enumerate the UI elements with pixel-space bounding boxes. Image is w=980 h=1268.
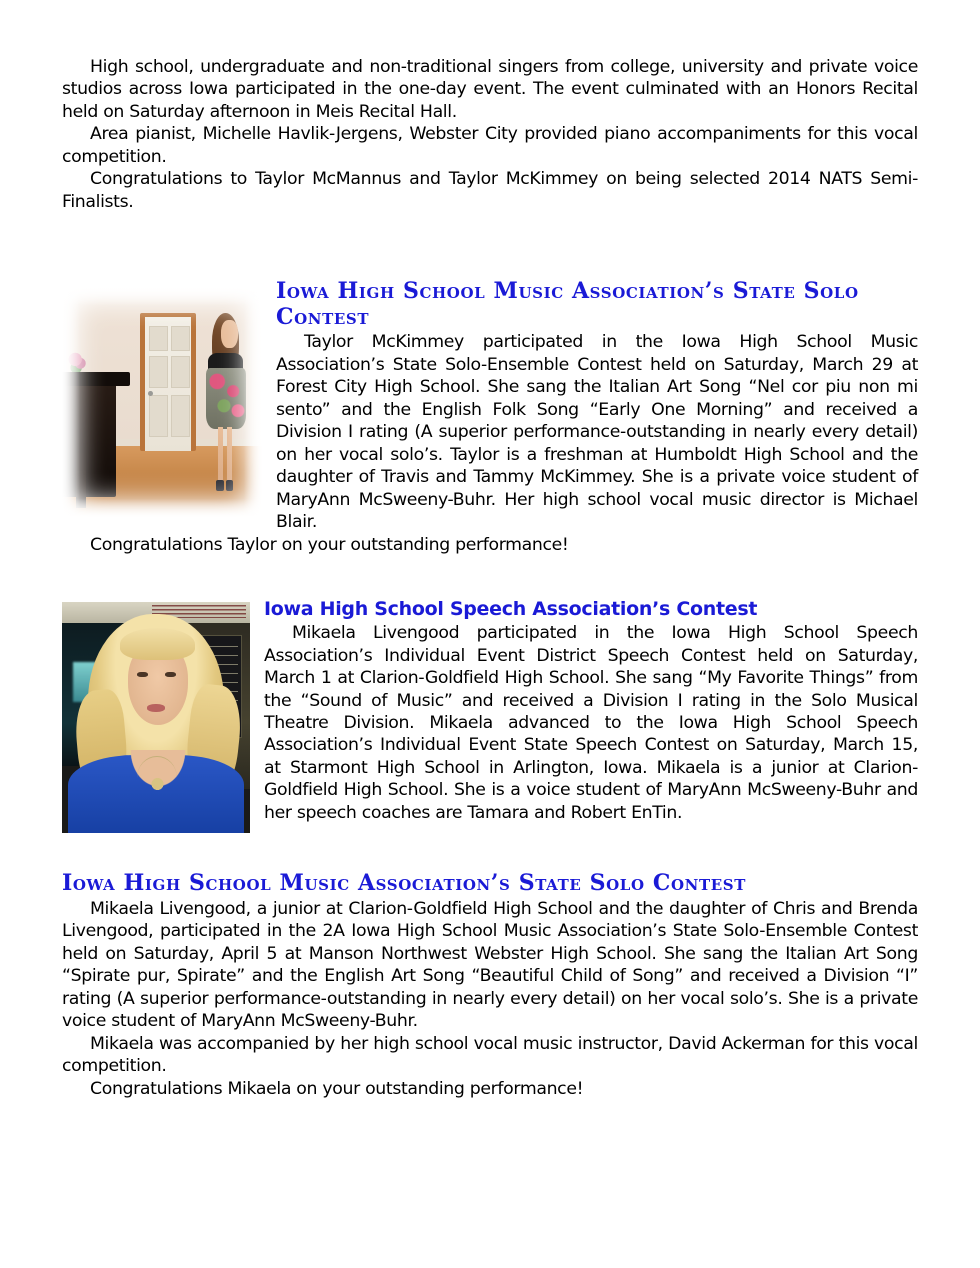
subject-eye (137, 672, 147, 677)
door-panel (149, 356, 168, 388)
intro-paragraph-2: Area pianist, Michelle Havlik-Jergens, Webster City provided piano accompaniments for this vocal competition. (62, 124, 918, 167)
grand-piano (62, 372, 116, 496)
door-panel (149, 395, 168, 436)
mikaela-music-paragraph-2: Mikaela was accompanied by her high school vocal music instructor, David Ackerman for this vocal competition. (62, 1033, 918, 1077)
door-panel (171, 326, 190, 351)
section-taylor-mckimmey (62, 279, 918, 556)
intro-paragraph-3: Congratulations to Taylor McMannus and Taylor McKimmey on being selected 2014 NATS Semi-Finalists. (62, 169, 918, 212)
photo-mikaela-scene (62, 602, 250, 833)
section-mikaela-music (62, 871, 918, 1100)
singer-figure (202, 313, 250, 497)
intro-paragraph-1: High school, undergraduate and non-traditional singers from college, university and private voice studios across Iowa participated in the one-day event. The event culminated with an Honors Recital held on Saturday afternoon in Meis Recital Hall. (62, 57, 918, 122)
subject-mouth (147, 704, 166, 712)
photo-mikaela-livengood (62, 602, 250, 833)
door-panel (171, 395, 190, 436)
section-heading-mikaela-music: Iowa High School Music Association’s State Solo Contest (62, 870, 746, 897)
piano-lid (62, 372, 130, 386)
taylor-paragraph-2: Congratulations Taylor on your outstanding performance! (90, 534, 569, 555)
taylor-paragraph-1: Taylor McKimmey participated in the Iowa High School Music Association’s State Solo-Ensemble Contest held on Saturday, March 29 at Forest City High School. She sang the Italian Art Song “Nel cor piu non mi sento” and the English Folk Song “Early One Morning” and received a Division I rating (A superior performance-outstanding in nearly every detail) on her vocal solo’s. Taylor is a freshman at Humboldt High School and the daughter of Travis and Tammy McKimmey. She is a private voice student of MaryAnn McSweeny-Buhr. Her high school vocal music director is Michael Blair. (276, 332, 918, 533)
section-heading-taylor-mckimmey: Iowa High School Music Association’s State Solo Contest (276, 278, 859, 330)
mikaela-speech-paragraph-1: Mikaela Livengood participated in the Iowa High School Speech Association’s Individual Event District Speech Contest held on Saturday, March 1 at Clarion-Goldfield High School. She sang “My Favorite Things” from the “Sound of Music” and received a Division I rating in the Solo Musical Theatre Division. Mikaela advanced to the Iowa High School Speech Association’s Individual Event State Speech Contest on Saturday, March 15, at Starmont High School in Arlington, Iowa. Mikaela is a junior at Clarion-Goldfield High School. She is a voice student of MaryAnn McSweeny-Buhr and her speech coaches are Tamara and Robert EnTin. (264, 623, 918, 823)
document-content (62, 56, 918, 1100)
subject-eye (165, 672, 175, 677)
mikaela-music-paragraph-1: Mikaela Livengood, a junior at Clarion-Goldfield High School and the daughter of Chris and Brenda Livengood, participated in the 2A Iowa High School Music Association’s State Solo-Ensemble Contest held on Saturday, April 5 at Manson Northwest Webster High School. She sang the Italian Art Song “Spirate pur, Spirate” and the English Art Song “Beautiful Child of Song” and received a Division “I” rating (A superior performance-outstanding in nearly every detail) on her vocal solo’s. She is a private voice student of MaryAnn McSweeny-Buhr. (62, 898, 918, 1032)
piano-leg (76, 453, 86, 508)
flower-arrangement (68, 349, 86, 374)
photo-taylor-scene (62, 287, 262, 517)
door-panel (171, 356, 190, 388)
singer-leg (218, 427, 223, 482)
section-heading-mikaela-speech: Iowa High School Speech Association’s Contest (264, 598, 758, 621)
mikaela-music-paragraph-3: Congratulations Mikaela on your outstanding performance! (90, 1078, 584, 1099)
section-mikaela-speech (62, 598, 918, 835)
photo-taylor-mckimmey (62, 287, 262, 517)
singer-floral-dress (206, 368, 246, 429)
necklace-pendant (150, 776, 165, 792)
subject-bangs (120, 628, 195, 660)
singer-leg (227, 427, 232, 482)
singer-face (221, 320, 237, 348)
door-panel (149, 326, 168, 351)
singer-shoe (216, 480, 223, 491)
singer-shoe (226, 480, 233, 491)
